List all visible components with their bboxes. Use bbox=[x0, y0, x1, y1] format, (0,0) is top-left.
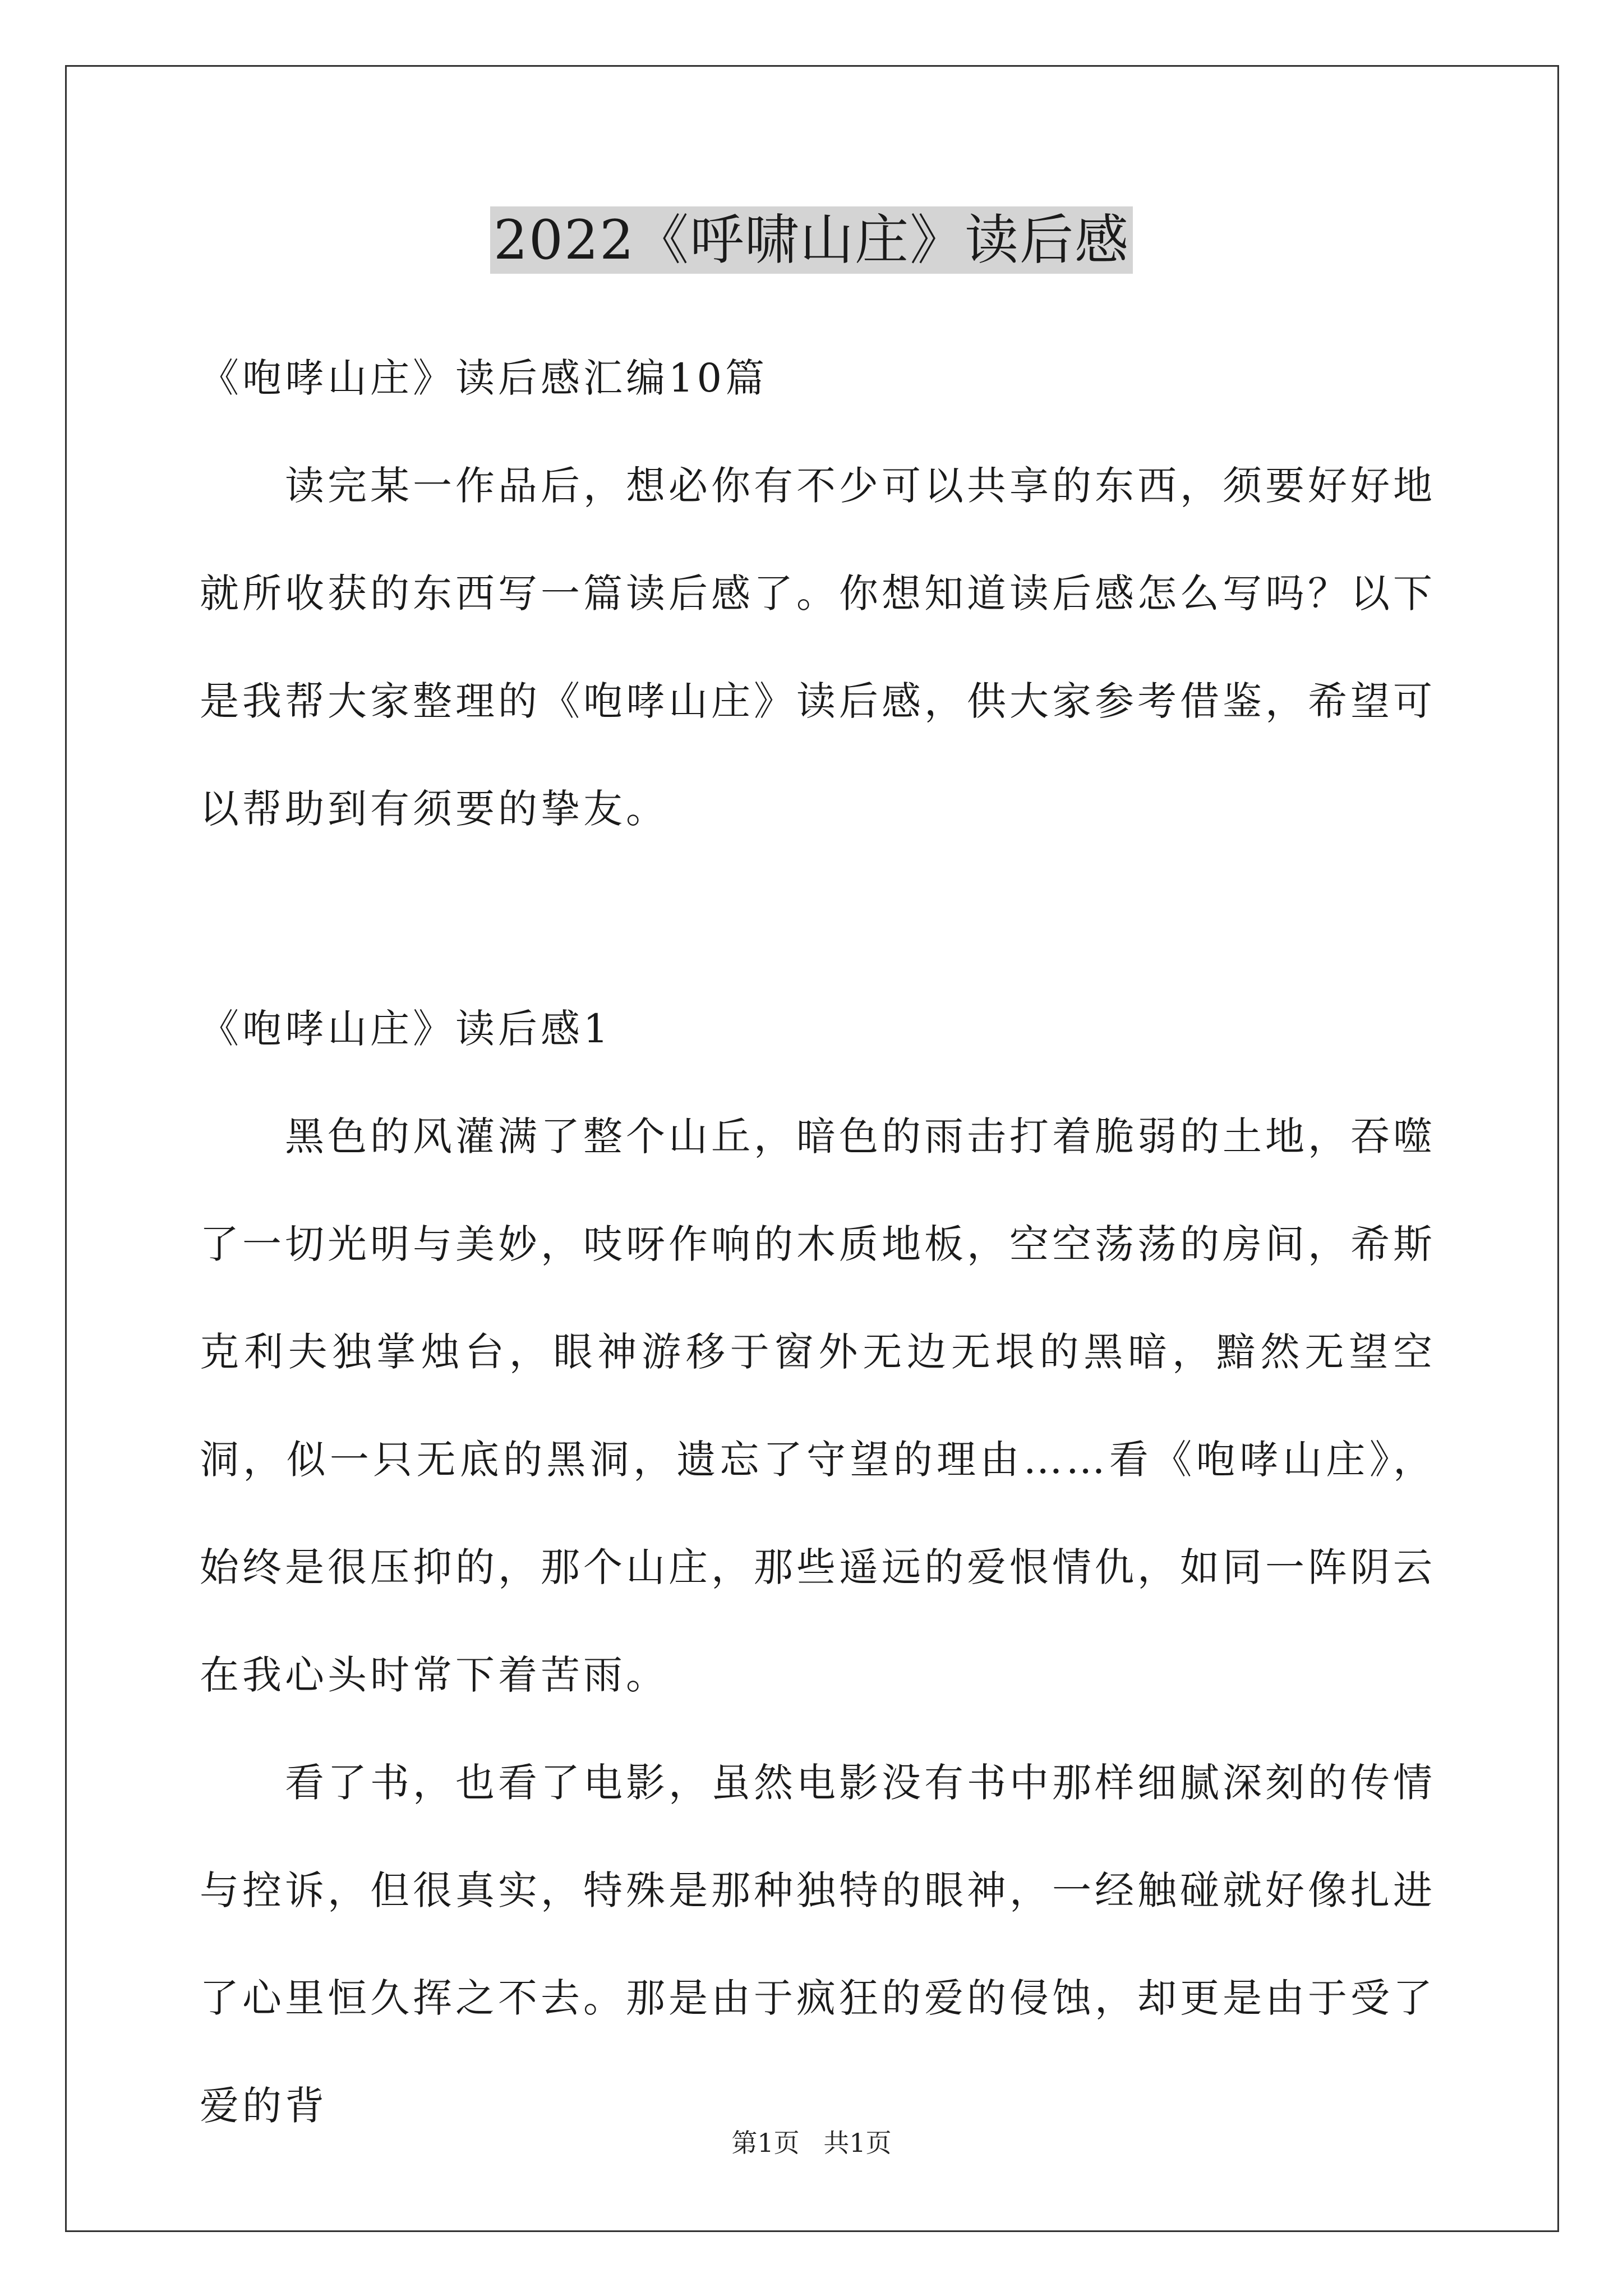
page-number-total: 共1页 bbox=[823, 2128, 892, 2158]
page-footer bbox=[0, 2126, 1623, 2160]
body-paragraph-1: 黑色的风灌满了整个山丘，暗色的雨击打着脆弱的土地，吞噬了一切光明与美妙，吱呀作响的木质地板，空空荡荡的房间，希斯克利夫独掌烛台，眼神游移于窗外无边无垠的黑暗，黯然无望空洞，似一只无底的黑洞，遗忘了守望的理由……看《咆哮山庄》，始终是很压抑的，那个山庄，那些遥远的爱恨情仇，如同一阵阴云在我心头时常下着苦雨。 bbox=[200, 1114, 1436, 1698]
document-title-text: 2022《呼啸山庄》读后感 bbox=[490, 206, 1133, 274]
document-title bbox=[0, 202, 1623, 278]
page-number-current: 第1页 bbox=[731, 2128, 800, 2158]
document-subtitle: 《咆哮山庄》读后感汇编10篇 bbox=[200, 355, 768, 401]
section-heading: 《咆哮山庄》读后感1 bbox=[200, 1006, 612, 1052]
intro-paragraph: 读完某一作品后，想必你有不少可以共享的东西，须要好好地就所收获的东西写一篇读后感了。你想知道读后感怎么写吗？以下是我帮大家整理的《咆哮山庄》读后感，供大家参考借鉴，希望可以帮助到有须要的挚友。 bbox=[200, 463, 1436, 832]
body-paragraph-2: 看了书，也看了电影，虽然电影没有书中那样细腻深刻的传情与控诉，但很真实，特殊是那种独特的眼神，一经触碰就好像扎进了心里恒久挥之不去。那是由于疯狂的爱的侵蚀，却更是由于受了爱的背 bbox=[200, 1760, 1436, 2129]
